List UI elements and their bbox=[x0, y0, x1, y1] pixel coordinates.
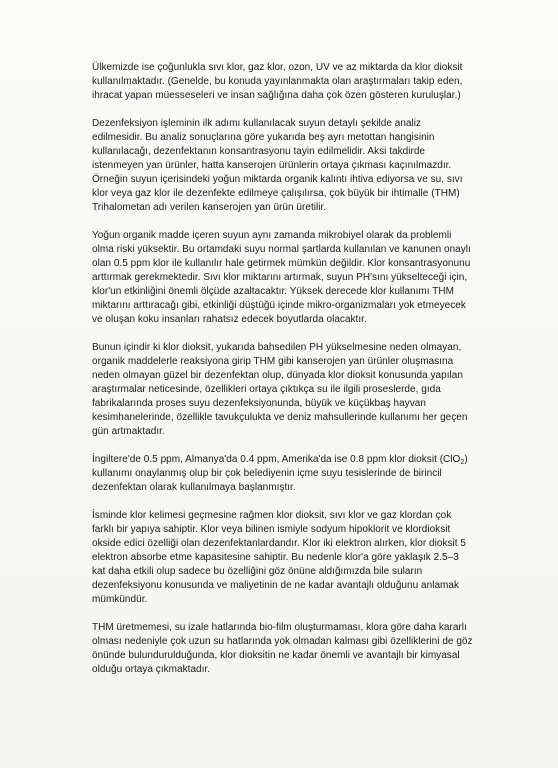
formula-close: ) bbox=[464, 454, 468, 465]
paragraph-country-limits bbox=[92, 453, 514, 495]
formula-subscript: 2 bbox=[460, 459, 465, 466]
paragraph-chlorine-usage: Ülkemizde ise çoğunlukla sıvı klor, gaz klor, ozon, UV ve az miktarda da klor dioksit kullanılmaktadır. (Genelde, bu konuda yayınlanmakta olan araştırmaları takip eden, ihracat yapan müesseseleri ve insan sağlığına daha çok özen gösteren kuruluşlar.) bbox=[92, 62, 463, 101]
country-limits-continuation: kullanımı onaylanmış olup bir çok belediyenin içme suyu tesislerinde de birincil dezenfektan olarak kullanılmaya başlanmıştır. bbox=[92, 468, 442, 493]
paragraph-chlorine-dioxide-advantages: Bunun içindir ki klor dioksit, yukarıda bahsedilen PH yükselmesine neden olmayan, organik maddelerle reaksiyona girip THM gibi kanserojen yan ürünler oluşmasına neden olmayan güzel bir dezenfektan olup, dünyada klor dioksit konusunda yapılan araştırmalar neticesinde, özellikleri ortaya çıktıkça su ile ilgili proseslerde, gıda fabrikalarında proses suyu dezenfeksiyonunda, büyük ve küçükbaş hayvan kesimhanelerinde, özellikle tavukçulukta ve deniz mahsullerinde kullanımı her geçen gün artmaktadır. bbox=[92, 342, 468, 437]
document-body bbox=[92, 61, 514, 691]
paragraph-disinfection-analysis: Dezenfeksiyon işleminin ilk adımı kullanılacak suyun detaylı şekilde analiz edilmesidir. Bu analiz sonuçlarına göre yukarıda beş ayrı metottan hangisinin kullanılacağı, dezenfektanın konsantrasyonu tayin edilmelidir. Aksi takdirde istenmeyen yan ürünler, hatta kanserojen ürünlerin ortaya çıkması kaçınılmazdır. Örneğin suyun içerisindeki yoğun miktarda organik kalıntı ihtiva ediyorsa ve su, sıvı klor veya gaz klor ile dezenfekte edilmeye çalışılırsa, çok büyük bir ihtimalle (THM) Trihalometan adı verilen kanserojen yan ürün üretilir. bbox=[92, 118, 463, 213]
paragraph-structure-comparison: İsminde klor kelimesi geçmesine rağmen klor dioksit, sıvı klor ve gaz klordan çok farklı bir yapıya sahiptir. Klor veya bilinen ismiyle sodyum hipoklorit ve klordioksit okside edici özelliği olan dezenfektanlardandır. Klor iki elektron alırken, klor dioksit 5 elektron absorbe etme kapasitesine sahiptir. Bu nedenle klor'a göre yaklaşık 2.5–3 kat daha etkili olup sadece bu özelliğini göz önüne aldığımızda bile suların dezenfeksiyonu konusunda ve maliyetinin de ne kadar avantajlı olduğunu anlamak mümkündür. bbox=[92, 510, 467, 605]
country-limits-line: İngiltere'de 0.5 ppm, Almanya'da 0.4 ppm, Amerika'da ise 0.8 ppm klor dioksit (ClO bbox=[92, 454, 461, 465]
paragraph-organic-matter: Yoğun organik madde içeren suyun aynı zamanda mikrobiyel olarak da problemli olma riski yüksektir. Bu ortamdaki suyu normal şartlarda kullanılan ve kanunen onaylı olan 0.5 ppm klor ile kullanılır hale getirmek mümkün değildir. Klor konsantrasyonunu arttırmak gerekmektedir. Sıvı klor miktarını artırmak, suyun PH'sını yükselteceği için, klor'un etkinliğini önemli ölçüde azaltacaktır. Yüksek derecede klor kullanımı THM miktarını arttıracağı gibi, etkinliği düştüğü içinde mikro-organizmaları yok etmeyecek ve oluşan koku insanları rahatsız edecek boyutlarda olacaktır. bbox=[92, 230, 471, 325]
paragraph-thm-conclusion: THM üretmemesi, su izale hatlarında bio-film oluşturmaması, klora göre daha kararlı olması nedeniyle çok uzun su hatlarında yok olmadan kalması gibi özelliklerini de göz önünde bulundurulduğunda, klor dioksitin ne kadar önemli ve avantajlı bir kimyasal olduğu ortaya çıkmaktadır. bbox=[92, 622, 473, 675]
